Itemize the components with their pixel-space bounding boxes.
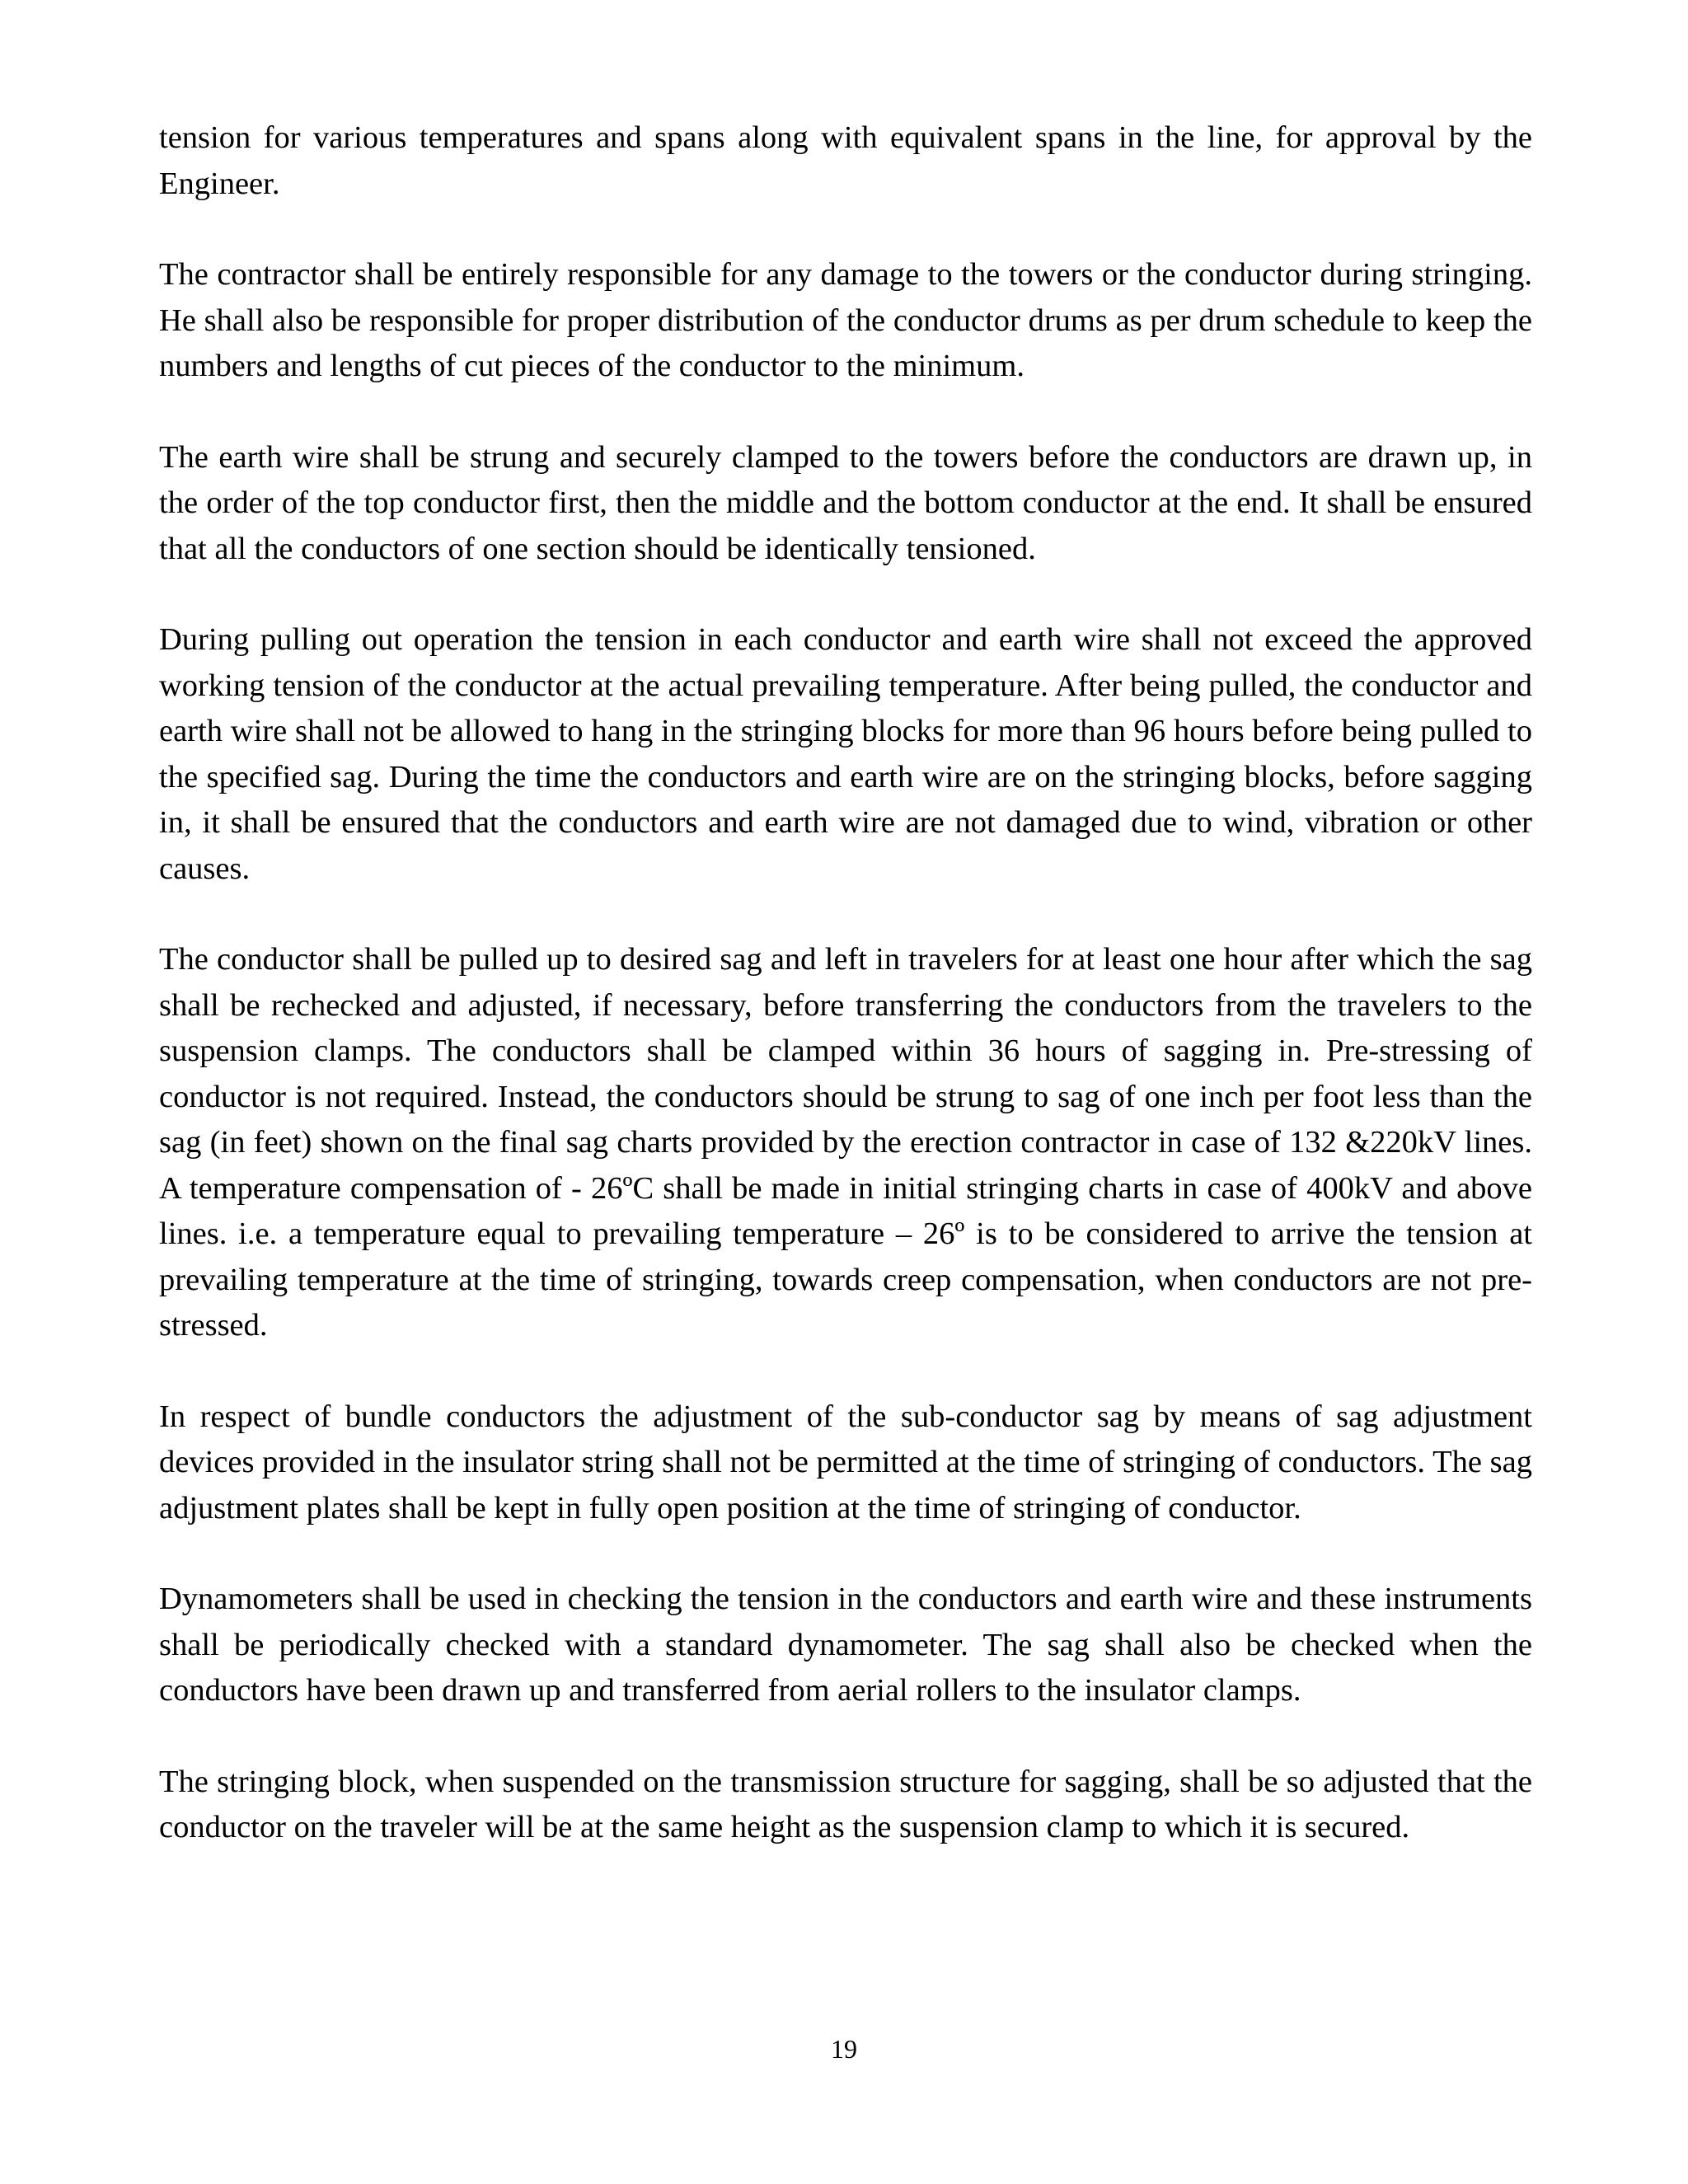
paragraph-dynamometers: Dynamometers shall be used in checking the tension in the conductors and earth wire and these instruments shall be periodically checked with a standard dynamometer. The sag shall also be checked when the conductors have been drawn up and transferred from aerial rollers to the insulator clamps. (159, 1582, 1532, 1708)
paragraph-pulling-operation: During pulling out operation the tension in each conductor and earth wire shall not exceed the approved working tension of the conductor at the actual prevailing temperature. After being pulled, the conductor and earth wire shall not be allowed to hang in the stringing blocks for more than 96 hours before being pulled to the specified sag. During the time the conductors and earth wire are on the stringing blocks, before sagging in, it shall be ensured that the conductors and earth wire are not damaged due to wind, vibration or other causes. (159, 622, 1532, 886)
paragraph-contractor-responsibility: The contractor shall be entirely responsible for any damage to the towers or the conductor during stringing. He shall also be responsible for proper distribution of the conductor drums as per drum schedule to keep the numbers and lengths of cut pieces of the conductor to the minimum. (159, 257, 1532, 383)
page-number: 19 (831, 2034, 857, 2064)
document-body (159, 115, 1532, 1896)
paragraph-stringing-tension-charts: tension for various temperatures and spans along with equivalent spans in the line, for approval by the Engineer. (159, 120, 1532, 201)
paragraph-sagging-procedure: The conductor shall be pulled up to desired sag and left in travelers for at least one hour after which the sag shall be rechecked and adjusted, if necessary, before transferring the conductors from the travelers to the suspension clamps. The conductors shall be clamped within 36 hours of sagging in. Pre-stressing of conductor is not required. Instead, the conductors should be strung to sag of one inch per foot less than the sag (in feet) shown on the final sag charts provided by the erection contractor in case of 132 &220kV lines. A temperature compensation of - 26ºC shall be made in initial stringing charts in case of 400kV and above lines. i.e. a temperature equal to prevailing temperature – 26º is to be considered to arrive the tension at prevailing temperature at the time of stringing, towards creep compensation, when conductors are not pre-stressed. (159, 942, 1532, 1343)
paragraph-bundle-conductors: In respect of bundle conductors the adjustment of the sub-conductor sag by means of sag adjustment devices provided in the insulator string shall not be permitted at the time of stringing of conductors. The sag adjustment plates shall be kept in fully open position at the time of stringing of conductor. (159, 1399, 1532, 1526)
paragraph-stringing-block: The stringing block, when suspended on the transmission structure for sagging, shall be so adjusted that the conductor on the traveler will be at the same height as the suspension clamp to which it is secured. (159, 1764, 1532, 1844)
paragraph-earth-wire-order: The earth wire shall be strung and securely clamped to the towers before the conductors are drawn up, in the order of the top conductor first, then the middle and the bottom conductor at the end. It shall be ensured that all the conductors of one section should be identically tensioned. (159, 439, 1532, 566)
